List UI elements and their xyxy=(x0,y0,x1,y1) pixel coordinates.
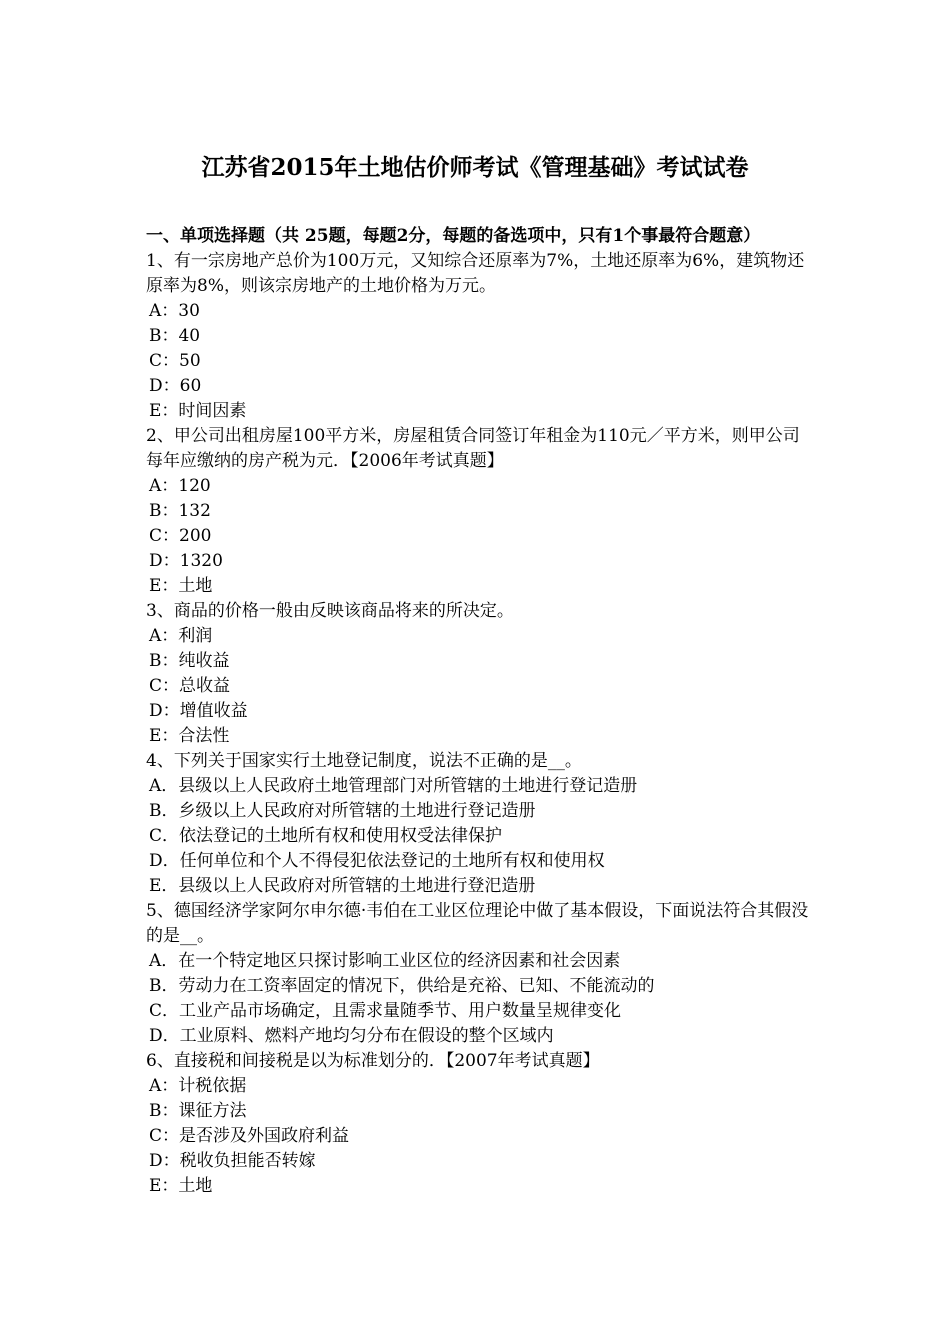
document-title: 江苏省2015年土地估价师考试《管理基础》考试试卷 xyxy=(201,154,749,181)
option-c: C：200 xyxy=(149,526,212,546)
option-e: E：土地 xyxy=(149,1176,213,1196)
option-d: D．工业原料、燃料产地均匀分布在假设的整个区域内 xyxy=(149,1026,554,1046)
option-e: E．县级以上人民政府对所管辖的土地进行登汜造册 xyxy=(149,876,536,896)
option-e: E：时间因素 xyxy=(149,401,247,421)
option-b: B．乡级以上人民政府对所管辖的土地进行登记造册 xyxy=(149,801,536,821)
option-c: C．依法登记的土地所有权和使用权受法律保护 xyxy=(149,826,503,846)
option-e: E：合法性 xyxy=(149,726,230,746)
option-list xyxy=(146,299,812,424)
question-text: 1、有一宗房地产总价为100万元，又知综合还原率为7%，土地还原率为6%，建筑物还原率为8%，则该宗房地产的土地价格为万元。 xyxy=(146,251,805,296)
option-d: D．任何单位和个人不得侵犯依法登记的土地所有权和使用权 xyxy=(149,851,605,871)
question-text: 6、直接税和间接税是以为标准划分的．【2007年考试真题】 xyxy=(146,1051,600,1071)
option-a: A：120 xyxy=(149,476,211,496)
option-d: D：60 xyxy=(149,376,202,396)
option-d: D：税收负担能否转嫁 xyxy=(149,1151,316,1171)
option-list xyxy=(146,474,812,599)
option-a: A．在一个特定地区只探讨影响工业区位的经济因素和社会因素 xyxy=(149,951,621,971)
option-e: E：土地 xyxy=(149,576,213,596)
option-d: D：增值收益 xyxy=(149,701,248,721)
section-heading: 一、单项选择题（共 25题，每题2分，每题的备选项中，只有1个事最符合题意） xyxy=(146,226,761,246)
question-text: 3、商品的价格一般由反映该商品将来的所决定。 xyxy=(146,601,514,621)
option-c: C：50 xyxy=(149,351,201,371)
question-1 xyxy=(146,249,812,424)
question-6 xyxy=(146,1049,812,1199)
option-c: C：总收益 xyxy=(149,676,231,696)
option-b: B．劳动力在工资率固定的情况下，供给是充裕、已知、不能流动的 xyxy=(149,976,655,996)
option-c: C．工业产品市场确定，且需求量随季节、用户数量呈规律变化 xyxy=(149,1001,622,1021)
question-4 xyxy=(146,749,812,899)
option-a: A．县级以上人民政府土地管理部门对所管辖的土地进行登记造册 xyxy=(149,776,638,796)
option-d: D：1320 xyxy=(149,551,223,571)
option-b: B：课征方法 xyxy=(149,1101,247,1121)
option-a: A：利润 xyxy=(149,626,213,646)
option-b: B：纯收益 xyxy=(149,651,230,671)
question-text: 5、德国经济学家阿尔申尔德·韦伯在工业区位理论中做了基本假设，下面说法符合其假没的是__。 xyxy=(146,901,809,946)
question-2 xyxy=(146,424,812,599)
question-5 xyxy=(146,899,812,1049)
option-list xyxy=(146,949,812,1049)
question-text: 4、下列关于国家实行土地登记制度，说法不正确的是__。 xyxy=(146,751,582,771)
option-list xyxy=(146,624,812,749)
option-a: A：计税依据 xyxy=(149,1076,247,1096)
question-3 xyxy=(146,599,812,749)
document-body xyxy=(146,224,812,1199)
option-list xyxy=(146,774,812,899)
question-text: 2、甲公司出租房屋100平方米，房屋租赁合同签订年租金为110元／平方米，则甲公司每年应缴纳的房产税为元．【2006年考试真题】 xyxy=(146,426,800,471)
option-c: C：是否涉及外国政府利益 xyxy=(149,1126,350,1146)
option-a: A：30 xyxy=(149,301,200,321)
option-b: B：40 xyxy=(149,326,201,346)
option-b: B：132 xyxy=(149,501,211,521)
option-list xyxy=(146,1074,812,1199)
